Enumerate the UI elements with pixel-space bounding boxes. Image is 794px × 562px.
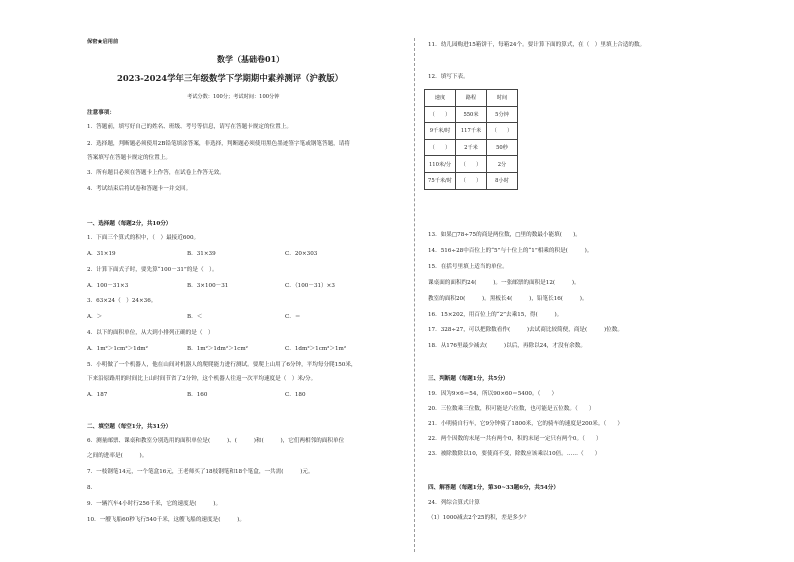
question-18: 18．从176里最少减去( )以后，再除以24，才没有余数。 xyxy=(428,343,586,349)
question-20: 20．三位数乘三位数，积可能是六位数，也可能是五位数。（ ） xyxy=(428,406,595,412)
section-fill: 二、填空题（每空1分，共31分） xyxy=(87,424,172,430)
exam-info: 考试分数：100分；考试时间：100分钟 xyxy=(187,94,280,100)
q5-option-b: B．160 xyxy=(187,392,208,398)
question-23: 23．被除数除以10，要使商不变，除数应该乘以10倍。……（ ） xyxy=(428,451,601,457)
table-cell: （ ） xyxy=(456,156,487,173)
question-5-cont: 下来沿原路用的时间比上山时间节省了2分钟，这个机器人往返一次平均速度是（ ）米/分。 xyxy=(87,376,317,382)
question-19: 19．因为9×6＝54，所以90×60＝5400。（ ） xyxy=(428,391,558,397)
question-9: 9．一辆汽车4小时行256千米，它的速度是( )。 xyxy=(87,501,222,507)
table-header: 路程 xyxy=(456,90,487,107)
note-1: 1．答题前，填写好自己的姓名、班级、考号等信息，请写在答题卡规定的位置上。 xyxy=(87,124,292,130)
table-cell: 110米/分 xyxy=(425,156,456,173)
table-header: 时间 xyxy=(487,90,518,107)
confidential-label: 保密★启用前 xyxy=(87,39,119,45)
table-cell: （ ） xyxy=(425,139,456,156)
q2-option-a: A．100－31×3 xyxy=(87,283,129,289)
table-header: 速度 xyxy=(425,90,456,107)
q1-option-c: C．20×303 xyxy=(285,251,318,257)
table-row xyxy=(425,156,518,173)
table-cell: 75千米/时 xyxy=(425,172,456,189)
q5-option-a: A．187 xyxy=(87,392,108,398)
q4-option-a: A．1m²＞1cm²＞1dm² xyxy=(87,346,148,352)
question-12: 12．填写下表。 xyxy=(428,74,469,80)
question-24-1: （1）1000减去2个25的积，差是多少？ xyxy=(428,515,530,521)
note-2: 2．选择题，判断题必须使用2B铅笔填涂答案，非选择，判断题必须使用黑色墨迹签字笔或钢笔答题，请将 xyxy=(87,141,350,147)
table-cell: （ ） xyxy=(456,172,487,189)
question-4: 4．以下的面积单位，从大到小排列正确的是（ ） xyxy=(87,330,214,336)
question-11: 11．幼儿园购进15箱饼干，每箱24个。要计算下面的算式，在（ ）里填上合适的数。 xyxy=(428,42,646,48)
question-15: 15．在括号里填上适当的单位。 xyxy=(428,264,508,270)
question-8: 8． xyxy=(87,485,97,491)
question-2: 2．计算下面式子时，要先算“100－31”的是（ ）。 xyxy=(87,267,218,273)
question-15-b: 教室的面积20( )。黑板长4( )，铅笔长16( )。 xyxy=(428,296,588,302)
question-15-a: 课桌面的面积约24( )。一张邮票的面积是12( )。 xyxy=(428,280,580,286)
question-13: 13．如果□78÷75的商是两位数，□里的数最小能填( )。 xyxy=(428,232,581,238)
q4-option-b: B．1m²＞1dm²＞1cm² xyxy=(187,346,248,352)
q3-option-a: A．＞ xyxy=(87,314,103,320)
table-header-row xyxy=(425,90,518,107)
table-row xyxy=(425,139,518,156)
table-cell: （ ） xyxy=(425,106,456,123)
question-10: 10．一艘飞船60秒飞行540千米，这艘飞船的速度是( )。 xyxy=(87,517,245,523)
table-row xyxy=(425,106,518,123)
question-24: 24．列综合算式计算 xyxy=(428,500,480,506)
section-judge: 三、判断题（每题1分，共5分） xyxy=(428,376,509,382)
paper-title: 数学（基础卷01） xyxy=(217,54,285,64)
q4-option-c: C．1dm²＞1cm²＞1m² xyxy=(285,346,347,352)
table-cell: 550米 xyxy=(456,106,487,123)
question-7: 7．一枝钢笔14元，一个笔盒16元，王老师买了18枝钢笔和18个笔盒，一共需( )元。 xyxy=(87,469,314,475)
question-21: 21．小明骑自行车，它9分钟骑了1800米，它的骑车的速度是200米。（ ） xyxy=(428,421,624,427)
table-row xyxy=(425,123,518,140)
table-cell: 2千米 xyxy=(456,139,487,156)
q3-option-c: C．＝ xyxy=(285,314,301,320)
q2-option-b: B．3×100－31 xyxy=(187,283,229,289)
table-cell: 50秒 xyxy=(487,139,518,156)
question-3: 3．63×24（ ）24×36。 xyxy=(87,298,157,304)
column-divider xyxy=(414,38,415,552)
table-cell: 8小时 xyxy=(487,172,518,189)
q1-option-b: B．31×39 xyxy=(187,251,216,257)
section-choice: 一、选择题（每题2分，共10分） xyxy=(87,221,172,227)
notes-title: 注意事项： xyxy=(87,110,115,116)
note-2-cont: 答案填写在答题卡规定的位置上。 xyxy=(87,155,171,161)
question-16: 16．15×202，用百位上的“2”去乘15，得( )。 xyxy=(428,312,563,318)
question-17: 17．328÷27，可以把除数看作( )去试商比较简便，商是( )位数。 xyxy=(428,327,623,333)
note-4: 4．考试结束后将试卷和答题卡一并交回。 xyxy=(87,186,192,192)
paper-subtitle: 2023-2024学年三年级数学下学期期中素养测评（沪教版） xyxy=(117,73,343,83)
question-1: 1．下面三个算式的积中，（ ）最接近600。 xyxy=(87,235,200,241)
note-3: 3．所有题目必须在答题卡上作答，在试卷上作答无效。 xyxy=(87,170,225,176)
q5-option-c: C．180 xyxy=(285,392,306,398)
question-6-cont: 之间的进率是( )。 xyxy=(87,453,148,459)
table-cell: 5分钟 xyxy=(487,106,518,123)
table-cell: 117千米 xyxy=(456,123,487,140)
table-cell: 2分 xyxy=(487,156,518,173)
question-22: 22．两个因数的末尾一共有两个0，积的末尾一定只有两个0。（ ） xyxy=(428,436,602,442)
table-cell: 9千米/时 xyxy=(425,123,456,140)
speed-distance-time-table xyxy=(424,89,518,190)
table-row xyxy=(425,172,518,189)
question-6: 6．测量邮票、课桌和教室分别选用的面积单位是( )、( )和( )，它们两相邻的面积单位 xyxy=(87,438,345,444)
question-14: 14．516÷28中百位上的“5”与十位上的“1”相乘的积是( )。 xyxy=(428,248,593,254)
question-5: 5．小明做了一个机器人，他在山间对机器人的爬爬能力进行测试。要爬上山用了6分钟，平均每分爬150米， xyxy=(87,362,357,368)
q2-option-c: C．（100－31）×3 xyxy=(285,283,335,289)
table-cell: （ ） xyxy=(487,123,518,140)
section-solve: 四、解答题（每题1分，第30~33题6分，共54分） xyxy=(428,485,559,491)
q1-option-a: A．31×19 xyxy=(87,251,116,257)
q3-option-b: B．＜ xyxy=(187,314,203,320)
